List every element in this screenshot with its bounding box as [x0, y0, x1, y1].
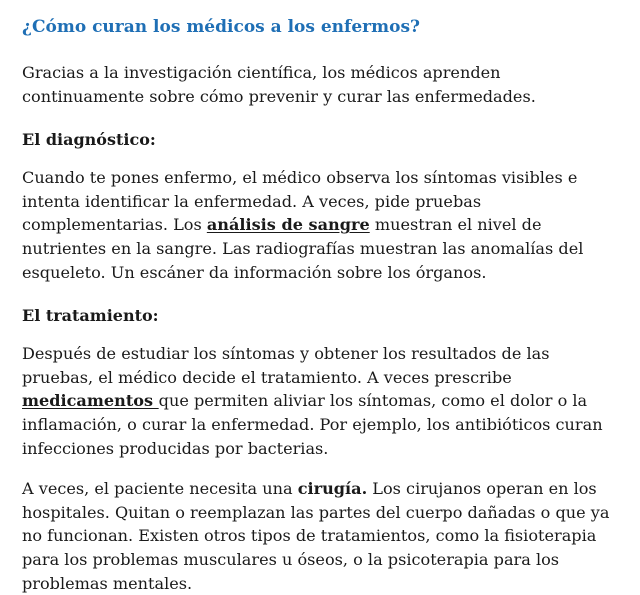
paragraph-line: problemas mentales.: [22, 573, 193, 593]
treatment-paragraph: [22, 342, 640, 460]
paragraph-text: que permiten aliviar los síntomas, como el dolor o la: [158, 391, 588, 411]
surgery-paragraph: [22, 477, 640, 595]
diagnosis-paragraph: [22, 166, 640, 284]
paragraph-line: esqueleto. Un escáner da información sobre los órganos.: [22, 262, 487, 282]
diagnosis-heading: El diagnóstico:: [22, 130, 156, 150]
intro-line: continuamente sobre cómo prevenir y curar las enfermedades.: [22, 86, 536, 106]
treatment-heading: El tratamiento:: [22, 306, 159, 326]
paragraph-text: complementarias. Los: [22, 215, 207, 235]
paragraph-text: A veces, el paciente necesita una: [22, 479, 298, 499]
paragraph-line: inflamación, o curar la enfermedad. Por ejemplo, los antibióticos curan: [22, 414, 603, 434]
paragraph-line: Después de estudiar los síntomas y obtener los resultados de las: [22, 344, 550, 364]
intro-line: Gracias a la investigación científica, los médicos aprenden: [22, 63, 501, 82]
paragraph-line: intenta identificar la enfermedad. A veces, pide pruebas: [22, 191, 482, 211]
paragraph-line: nutrientes en la sangre. Las radiografías muestran las anomalías del: [22, 238, 584, 258]
paragraph-text: Los cirujanos operan en los: [367, 479, 597, 499]
paragraph-line: hospitales. Quitan o reemplazan las partes del cuerpo dañadas o que ya: [22, 502, 610, 522]
paragraph-line: para los problemas musculares u óseos, o la psicoterapia para los: [22, 549, 560, 569]
surgery-term: cirugía.: [297, 479, 368, 499]
paragraph-text: muestran el nivel de: [369, 215, 542, 235]
paragraph-line: no funcionan. Existen otros tipos de tratamientos, como la fisioterapia: [22, 526, 597, 546]
paragraph-line: pruebas, el médico decide el tratamiento. A veces prescribe: [22, 367, 512, 387]
blood-analysis-link[interactable]: análisis de sangre: [206, 215, 370, 235]
paragraph-line: Cuando te pones enfermo, el médico observa los síntomas visibles e: [22, 168, 578, 188]
page-title: ¿Cómo curan los médicos a los enfermos?: [22, 17, 420, 37]
medications-link[interactable]: medicamentos: [22, 391, 159, 411]
paragraph-line: infecciones producidas por bacterias.: [22, 438, 329, 458]
intro-paragraph: [22, 61, 640, 108]
